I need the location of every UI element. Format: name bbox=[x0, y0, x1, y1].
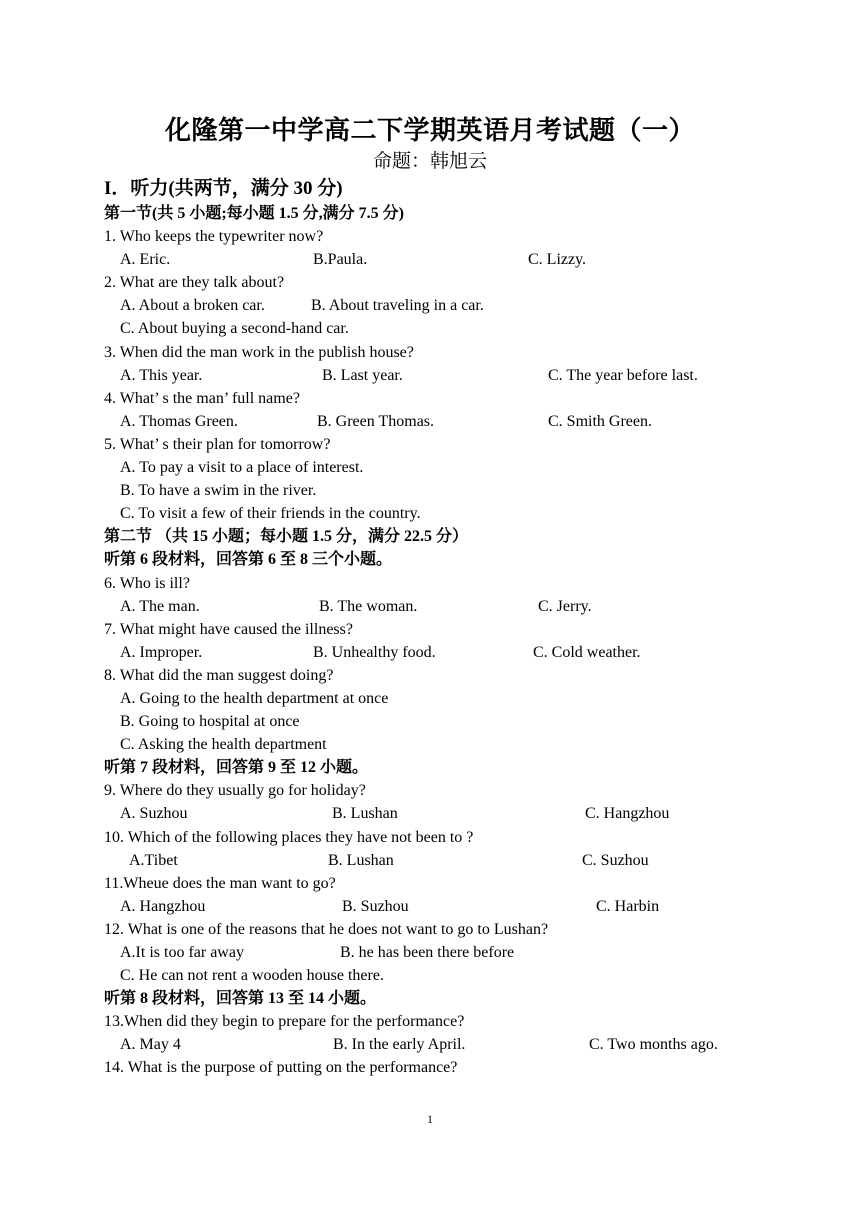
option-row bbox=[104, 687, 804, 710]
question-body bbox=[104, 202, 804, 1080]
answer-option: C. Smith Green. bbox=[548, 412, 652, 430]
option-row bbox=[104, 456, 804, 479]
answer-option: C. Lizzy. bbox=[528, 251, 587, 269]
exam-title: 化隆第一中学高二下学期英语月考试题（一） bbox=[164, 116, 695, 145]
answer-option: C. He can not rent a wooden house there. bbox=[120, 967, 384, 985]
option-row bbox=[104, 410, 804, 433]
answer-option: B.Paula. bbox=[313, 251, 368, 269]
question-text: 11.Wheue does the man want to go? bbox=[104, 874, 336, 892]
question-text: 13.When did they begin to prepare for the performance? bbox=[104, 1013, 465, 1031]
answer-option: B. Suzhou bbox=[342, 897, 409, 915]
question-text: 14. What is the purpose of putting on the performance? bbox=[104, 1059, 458, 1077]
option-row bbox=[104, 710, 804, 733]
answer-option: A. The man. bbox=[120, 597, 200, 615]
answer-option: A. About a broken car. bbox=[120, 297, 265, 315]
option-row bbox=[104, 641, 804, 664]
answer-option: C. The year before last. bbox=[548, 366, 698, 384]
answer-option: B. Lushan bbox=[332, 805, 398, 823]
question-text: 3. When did the man work in the publish house? bbox=[104, 343, 414, 361]
page-number: 1 bbox=[427, 1112, 433, 1126]
option-row bbox=[104, 964, 804, 987]
answer-option: A. Suzhou bbox=[120, 805, 188, 823]
answer-option: C. To visit a few of their friends in the country. bbox=[120, 505, 421, 523]
answer-option: A.Tibet bbox=[129, 851, 178, 869]
question-text: 10. Which of the following places they have not been to ? bbox=[104, 828, 474, 846]
answer-option: C. Jerry. bbox=[538, 597, 592, 615]
question-text: 5. What’ s their plan for tomorrow? bbox=[104, 435, 331, 453]
answer-option: A. Eric. bbox=[120, 251, 171, 269]
section-instruction: 第二节 （共 15 小题；每小题 1.5 分，满分 22.5 分） bbox=[104, 528, 469, 546]
answer-option: C. Suzhou bbox=[582, 851, 649, 869]
answer-option: C. About buying a second-hand car. bbox=[120, 320, 349, 338]
option-row bbox=[104, 595, 804, 618]
question-text: 1. Who keeps the typewriter now? bbox=[104, 228, 324, 246]
option-row bbox=[104, 248, 804, 271]
option-row bbox=[104, 502, 804, 525]
question-text: 9. Where do they usually go for holiday? bbox=[104, 782, 366, 800]
question-text: 4. What’ s the man’ full name? bbox=[104, 389, 300, 407]
question-text: 8. What did the man suggest doing? bbox=[104, 666, 334, 684]
answer-option: C. Hangzhou bbox=[585, 805, 670, 823]
option-row bbox=[104, 733, 804, 756]
section-instruction: 听第 6 段材料，回答第 6 至 8 三个小题。 bbox=[104, 551, 393, 569]
option-row bbox=[104, 895, 804, 918]
answer-option: A. To pay a visit to a place of interest. bbox=[120, 459, 364, 477]
option-row bbox=[104, 317, 804, 340]
exam-author: 命题：韩旭云 bbox=[372, 151, 487, 172]
question-text: 7. What might have caused the illness? bbox=[104, 620, 353, 638]
answer-option: B. Green Thomas. bbox=[317, 412, 435, 430]
answer-option: A. Hangzhou bbox=[120, 897, 206, 915]
option-row bbox=[104, 941, 804, 964]
question-text: 2. What are they talk about? bbox=[104, 274, 285, 292]
answer-option: B. About traveling in a car. bbox=[311, 297, 484, 315]
option-row bbox=[104, 364, 804, 387]
option-row bbox=[104, 802, 804, 825]
answer-option: B. Last year. bbox=[322, 366, 403, 384]
option-row bbox=[104, 849, 804, 872]
answer-option: A. This year. bbox=[120, 366, 203, 384]
answer-option: A. Going to the health department at once bbox=[120, 689, 389, 707]
answer-option: B. he has been there before bbox=[340, 944, 515, 961]
section-instruction: 听第 7 段材料，回答第 9 至 12 小题。 bbox=[104, 759, 369, 777]
question-text: 12. What is one of the reasons that he does not want to go to Lushan? bbox=[104, 920, 549, 938]
option-row bbox=[104, 479, 804, 502]
answer-option: B. Unhealthy food. bbox=[313, 643, 436, 661]
answer-option: C. Harbin bbox=[596, 897, 660, 915]
answer-option: B. Lushan bbox=[328, 851, 394, 869]
option-row bbox=[104, 1033, 804, 1056]
answer-option: A.It is too far away bbox=[120, 944, 244, 961]
section-instruction: 第一节(共 5 小题;每小题 1.5 分,满分 7.5 分) bbox=[104, 205, 404, 222]
part1-heading: I．听力(共两节，满分 30 分) bbox=[104, 178, 343, 199]
question-text: 6. Who is ill? bbox=[104, 574, 190, 592]
section-instruction: 听第 8 段材料，回答第 13 至 14 小题。 bbox=[104, 990, 377, 1008]
answer-option: B. To have a swim in the river. bbox=[120, 482, 317, 500]
answer-option: A. May 4 bbox=[120, 1036, 181, 1054]
answer-option: C. Two months ago. bbox=[589, 1036, 718, 1054]
answer-option: C. Cold weather. bbox=[533, 643, 641, 661]
option-row bbox=[104, 294, 804, 317]
answer-option: A. Improper. bbox=[120, 643, 203, 661]
answer-option: C. Asking the health department bbox=[120, 736, 327, 754]
answer-option: A. Thomas Green. bbox=[120, 412, 238, 430]
answer-option: B. In the early April. bbox=[333, 1036, 466, 1054]
answer-option: B. Going to hospital at once bbox=[120, 713, 300, 731]
answer-option: B. The woman. bbox=[319, 597, 418, 615]
